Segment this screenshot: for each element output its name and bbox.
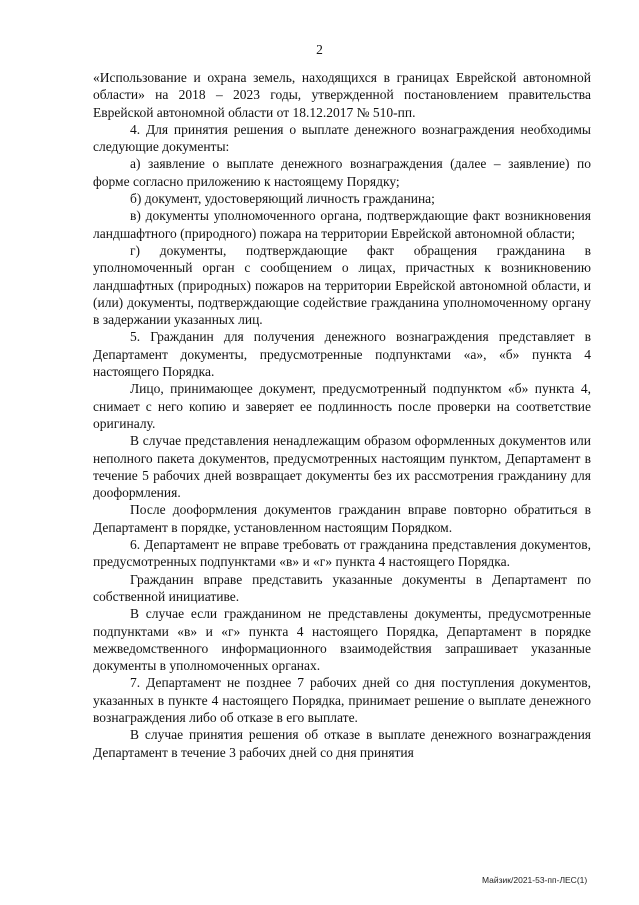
paragraph-item-6-request: В случае если гражданином не представлены документы, предусмотренные подпунктами «в» и «г» пункта 4 настоящего Порядка, Департамент в порядке межведомственного информационного взаимодействия запрашивает указанные документы в уполномоченных органах. xyxy=(93,606,591,674)
document-footer-code: Майзик/2021-53-пп-ЛЕС(1) xyxy=(482,875,588,885)
paragraph-item-4: 4. Для принятия решения о выплате денежного вознаграждения необходимы следующие документы: xyxy=(93,121,591,155)
paragraph-item-4v: в) документы уполномоченного органа, подтверждающие факт возникновения ландшафтного (природного) пожара на территории Еврейской автономной области; xyxy=(93,208,591,241)
paragraph-program-title: «Использование и охрана земель, находящихся в границах Еврейской автономной области» на 2018 – 2023 годы, утвержденной постановлением правительства Еврейской автономной области от 18.12.2017 № 510-пп. xyxy=(93,70,591,120)
paragraph-item-6: 6. Департамент не вправе требовать от гражданина представления документов, предусмотренных подпунктами «в» и «г» пункта 4 настоящего Порядка. xyxy=(93,537,591,570)
paragraph-item-5-copy: Лицо, принимающее документ, предусмотренный подпунктом «б» пункта 4, снимает с него копию и заверяет ее подлинность после проверки на соответствие оригиналу. xyxy=(93,381,591,431)
document-body xyxy=(93,69,591,761)
paragraph-item-5: 5. Гражданин для получения денежного вознаграждения представляет в Департамент документы, предусмотренные подпунктами «а», «б» пункта 4 настоящего Порядка. xyxy=(93,329,591,380)
paragraph-item-4g: г) документы, подтверждающие факт обращения гражданина в уполномоченный орган с сообщением о лицах, причастных к возникновению ландшафтных (природных) пожаров на территории Еврейской автономной области, и (или) документы, подтверждающие содействие гражданина уполномоченному органу в задержании указанных лиц. xyxy=(93,242,591,328)
paragraph-item-7-refusal: В случае принятия решения об отказе в выплате денежного вознаграждения Департамент в течение 3 рабочих дней со дня принятия xyxy=(93,727,591,760)
paragraph-item-5-resubmit: После дооформления документов гражданин вправе повторно обратиться в Департамент в порядке, установленном настоящим Порядком. xyxy=(93,502,591,535)
paragraph-item-5-return: В случае представления ненадлежащим образом оформленных документов или неполного пакета документов, предусмотренных настоящим пунктом, Департамент в течение 5 рабочих дней возвращает документы без их рассмотрения гражданину для дооформления. xyxy=(93,433,591,501)
paragraph-item-4a: а) заявление о выплате денежного вознаграждения (далее – заявление) по форме согласно приложению к настоящему Порядку; xyxy=(93,156,591,189)
paragraph-item-6-initiative: Гражданин вправе представить указанные документы в Департамент по собственной инициативе. xyxy=(93,571,591,604)
paragraph-item-4b: б) документ, удостоверяющий личность гражданина; xyxy=(130,191,435,207)
page-number: 2 xyxy=(316,42,323,57)
paragraph-item-7: 7. Департамент не позднее 7 рабочих дней со дня поступления документов, указанных в пункте 4 настоящего Порядка, принимает решение о выплате денежного вознаграждения либо об отказе в его выплате. xyxy=(93,675,591,725)
